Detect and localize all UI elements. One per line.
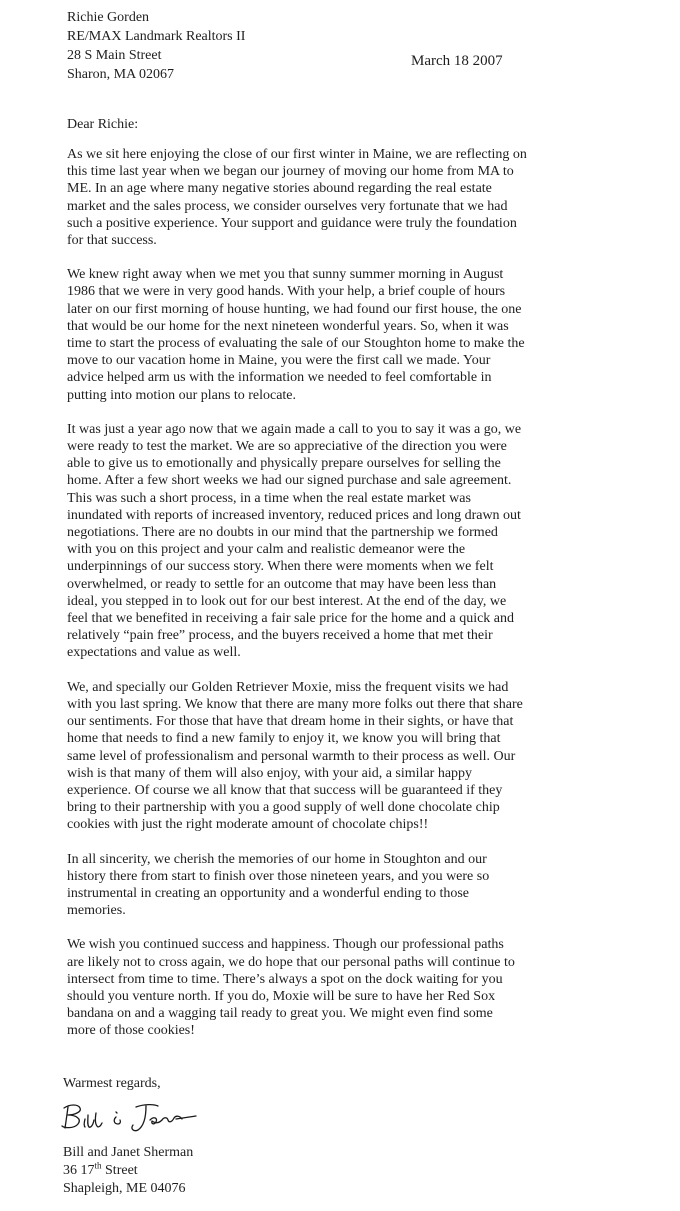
body-line: for that success. — [67, 233, 157, 249]
body-line: We, and specially our Golden Retriever Moxie, miss the frequent visits we had — [67, 679, 509, 695]
recipient-company: RE/MAX Landmark Realtors II — [67, 29, 246, 44]
body-line: instrumental in creating an opportunity and a wonderful ending to those — [67, 885, 470, 901]
recipient-address — [67, 8, 245, 84]
body-line: were ready to test the market. We are so appreciative of the direction you were — [67, 439, 507, 455]
body-line: We wish you continued success and happiness. Though our professional paths — [67, 937, 504, 953]
body-line: experience. Of course we all know that that success will be guaranteed if they — [67, 782, 503, 798]
signature-image — [58, 1098, 198, 1148]
sender-street-suffix: th — [94, 1160, 102, 1171]
body-line: 1986 that we were in very good hands. With your help, a brief couple of hours — [67, 284, 506, 300]
body-line: overwhelmed, or ready to settle for an outcome that may have been less than — [67, 576, 497, 592]
body-paragraph — [67, 936, 573, 1039]
closing: Warmest regards, — [63, 1076, 161, 1091]
body-paragraph — [67, 146, 573, 249]
body-line: putting into motion our plans to relocate. — [67, 387, 297, 403]
letter-body — [67, 146, 573, 1057]
sender-street-name: Street — [101, 1163, 138, 1178]
body-line: same level of professionalism and personal warmth to their process as well. Our — [67, 748, 516, 764]
recipient-street: 28 S Main Street — [67, 48, 162, 63]
body-line: cookies with just the right moderate amount of chocolate chips!! — [67, 817, 429, 833]
body-paragraph — [67, 266, 573, 404]
body-line: history there from start to finish over those nineteen years, and you were so — [67, 868, 490, 884]
letter-date: March 18 2007 — [411, 53, 503, 69]
body-paragraph — [67, 421, 573, 662]
body-line: underpinnings of our success story. When there were moments when we felt — [67, 559, 494, 575]
recipient-city: Sharon, MA 02067 — [67, 67, 174, 82]
sender-street-number: 36 17 — [63, 1163, 95, 1178]
body-line: relatively “pain free” process, and the buyers received a home that met their — [67, 628, 493, 644]
body-line: wish is that many of them will also enjoy, with your aid, a similar happy — [67, 765, 473, 781]
body-line: It was just a year ago now that we again made a call to you to say it was a go, we — [67, 421, 522, 437]
body-line: intersect from time to time. There’s always a spot on the dock waiting for you — [67, 971, 503, 987]
body-line: with you on this project and your calm and realistic demeanor were the — [67, 542, 466, 558]
body-line: In all sincerity, we cherish the memories of our home in Stoughton and our — [67, 851, 487, 867]
body-line: bandana on and a wagging tail ready to great you. We might even find some — [67, 1006, 493, 1022]
body-line: expectations and value as well. — [67, 645, 241, 661]
body-line: market and the sales process, we consider ourselves very fortunate that we had — [67, 198, 508, 214]
body-line: advice helped arm us with the information we needed to feel comfortable in — [67, 370, 492, 386]
body-line: later on our first morning of house hunting, we had found our first house, the one — [67, 301, 522, 317]
sender-street — [63, 1162, 193, 1180]
body-line: home that needs to find a new family to enjoy it, we know you will bring that — [67, 731, 501, 747]
body-line: This was such a short process, in a time when the real estate market was — [67, 490, 471, 506]
sender-address — [63, 1144, 193, 1198]
body-line: feel that we benefited in receiving a fair sale price for the home and a quick and — [67, 611, 515, 627]
body-line: should you venture north. If you do, Moxie will be sure to have her Red Sox — [67, 988, 496, 1004]
body-line: negotiations. There are no doubts in our mind that the partnership we formed — [67, 525, 498, 541]
salutation: Dear Richie: — [67, 117, 139, 132]
body-line: such a positive experience. Your support and guidance were truly the foundation — [67, 215, 517, 231]
recipient-name: Richie Gorden — [67, 10, 150, 25]
body-line: home. After a few short weeks we had our signed purchase and sale agreement. — [67, 473, 512, 489]
body-line: bring to their partnership with you a good supply of well done chocolate chip — [67, 800, 500, 816]
body-line: are likely not to cross again, we do hope that our personal paths will continue to — [67, 954, 515, 970]
body-line: inundated with reports of increased inventory, reduced prices and long drawn out — [67, 507, 521, 523]
body-line: this time last year when we began our journey of moving our home from MA to — [67, 164, 514, 180]
body-line: our sentiments. For those that have that dream home in their sights, or have that — [67, 714, 514, 730]
body-paragraph — [67, 679, 573, 834]
body-line: memories. — [67, 903, 126, 919]
body-line: more of those cookies! — [67, 1023, 195, 1039]
sender-city: Shapleigh, ME 04076 — [63, 1181, 186, 1196]
body-line: ME. In an age where many negative stories abound regarding the real estate — [67, 181, 492, 197]
body-line: We knew right away when we met you that sunny summer morning in August — [67, 267, 504, 283]
body-line: that would be our home for the next nineteen wonderful years. So, when it was — [67, 318, 509, 334]
body-line: time to start the process of evaluating the sale of our Stoughton home to make the — [67, 336, 525, 352]
body-line: move to our vacation home in Maine, you were the first call we made. Your — [67, 353, 491, 369]
body-line: able to give us to emotionally and physically prepare ourselves for selling the — [67, 456, 501, 472]
body-line: As we sit here enjoying the close of our first winter in Maine, we are reflecting on — [67, 147, 527, 162]
body-line: with you last spring. We know that there are many more folks out there that share — [67, 696, 523, 712]
body-paragraph — [67, 851, 573, 920]
body-line: ideal, you stepped in to look out for our best interest. At the end of the day, we — [67, 593, 507, 609]
sender-name: Bill and Janet Sherman — [63, 1145, 194, 1160]
